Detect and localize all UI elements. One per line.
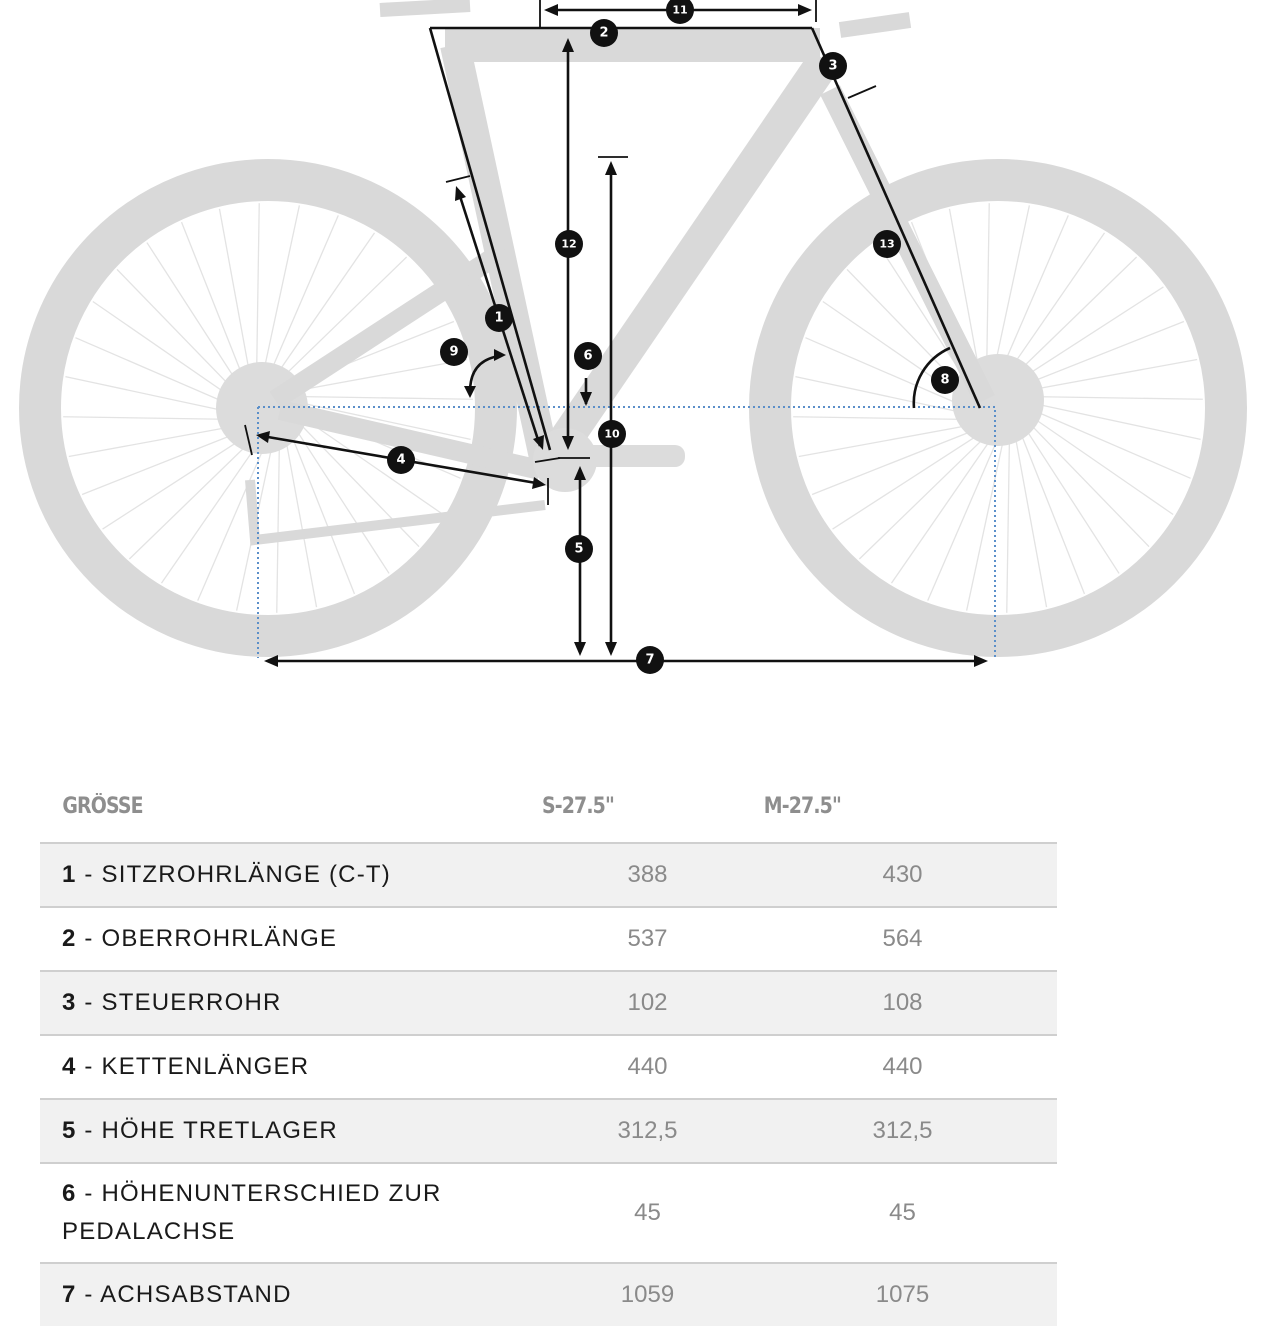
dimension-lines	[245, 0, 982, 661]
callout-13	[873, 230, 901, 258]
table-row	[40, 906, 1057, 970]
callout-3	[819, 52, 847, 80]
callout-8	[931, 366, 959, 394]
spoke	[1007, 436, 1010, 613]
row-label: 3 - STEUERROHR	[62, 989, 282, 1016]
spoke	[262, 205, 299, 378]
callout-7	[636, 646, 664, 674]
row-number: 6	[62, 1180, 77, 1207]
svg-text:8: 8	[940, 372, 950, 388]
value-size-s: 1059	[620, 1281, 675, 1308]
spoke	[268, 215, 338, 378]
row-label: 2 - OBERROHRLÄNGE	[62, 925, 338, 952]
callout-6	[574, 342, 602, 370]
spoke	[992, 205, 1029, 378]
spoke	[998, 215, 1068, 378]
spoke	[833, 433, 982, 529]
spoke	[859, 436, 986, 559]
value-size-m: 312,5	[872, 1117, 933, 1144]
bike-silhouette	[40, 5, 1226, 636]
spoke	[117, 269, 240, 396]
row-label-text: KETTENLÄNGER	[101, 1053, 310, 1080]
row-label-text: STEUERROHR	[101, 989, 282, 1016]
value-size-m: 430	[882, 861, 923, 888]
spoke	[1009, 257, 1136, 380]
spoke	[277, 436, 280, 613]
geometry-table	[40, 770, 1057, 1326]
svg-text:10: 10	[604, 427, 620, 441]
svg-text:13: 13	[879, 237, 895, 251]
callout-10	[598, 420, 626, 448]
svg-text:6: 6	[583, 348, 593, 364]
value-size-s: 440	[627, 1053, 668, 1080]
table-header	[40, 770, 915, 842]
spoke	[75, 338, 238, 408]
spoke	[1026, 397, 1203, 400]
spoke	[257, 203, 260, 380]
table-row	[40, 970, 1057, 1034]
svg-text:7: 7	[645, 652, 655, 668]
header-size: GRÖSSE	[62, 793, 143, 819]
table-row	[40, 1098, 1057, 1162]
value-size-m: 440	[882, 1053, 923, 1080]
row-label: 1 - SITZROHRLÄNGE (C-T)	[62, 861, 391, 888]
spoke	[1023, 425, 1119, 574]
value-size-m: 45	[889, 1199, 916, 1226]
row-label-text: ACHSABSTAND	[100, 1281, 292, 1308]
spoke	[928, 438, 998, 601]
row-number: 2	[62, 925, 77, 952]
svg-text:9: 9	[449, 344, 459, 360]
spoke	[129, 436, 256, 559]
row-number: 1	[62, 861, 77, 888]
value-size-s: 102	[627, 989, 668, 1016]
spoke	[65, 377, 238, 414]
callout-1	[485, 304, 513, 332]
spoke	[987, 203, 990, 380]
spoke	[793, 417, 970, 420]
spoke	[296, 397, 473, 400]
value-size-s: 312,5	[617, 1117, 678, 1144]
value-size-m: 1075	[875, 1281, 930, 1308]
row-label: 5 - HÖHE TRETLAGER	[62, 1117, 338, 1144]
callout-4	[387, 446, 415, 474]
callout-2	[590, 19, 618, 47]
value-size-m: 108	[882, 989, 923, 1016]
spoke	[63, 417, 240, 420]
value-size-m: 564	[882, 925, 923, 952]
svg-text:11: 11	[672, 3, 688, 17]
svg-text:5: 5	[574, 541, 584, 557]
value-size-s: 45	[634, 1199, 661, 1226]
svg-text:3: 3	[828, 58, 838, 74]
row-label-text: SITZROHRLÄNGE (C-T)	[101, 861, 391, 888]
row-label-text: HÖHE TRETLAGER	[101, 1117, 338, 1144]
row-label: 6 - HÖHENUNTERSCHIED ZUR PEDALACHSE	[62, 1180, 442, 1245]
row-label: 4 - KETTENLÄNGER	[62, 1053, 310, 1080]
row-number: 3	[62, 989, 77, 1016]
row-number: 7	[62, 1281, 77, 1308]
spoke	[1026, 419, 1149, 546]
header-size-s: S-27.5"	[541, 793, 614, 819]
spoke	[147, 243, 243, 392]
callout-5	[565, 535, 593, 563]
callout-11	[666, 0, 694, 24]
row-label-text: HÖHENUNTERSCHIED ZUR PEDALACHSE	[62, 1180, 442, 1245]
svg-text:2: 2	[599, 25, 609, 41]
row-number: 4	[62, 1053, 77, 1080]
table-row	[40, 1162, 1057, 1262]
spoke	[967, 437, 1004, 610]
svg-text:1: 1	[494, 310, 504, 326]
row-label: 7 - ACHSABSTAND	[62, 1281, 292, 1308]
table-row	[40, 1034, 1057, 1098]
callout-12	[555, 230, 583, 258]
svg-text:12: 12	[561, 237, 577, 251]
table-row	[40, 842, 1057, 906]
header-size-m: M-27.5"	[763, 793, 841, 819]
spoke	[1027, 402, 1200, 439]
spoke	[1028, 408, 1191, 478]
callout-9	[440, 338, 468, 366]
svg-text:4: 4	[396, 452, 406, 468]
value-size-s: 537	[627, 925, 668, 952]
spoke	[103, 433, 252, 529]
value-size-s: 388	[627, 861, 668, 888]
table-row	[40, 1262, 1057, 1326]
row-label-text: OBERROHRLÄNGE	[101, 925, 338, 952]
row-number: 5	[62, 1117, 77, 1144]
spoke	[1015, 287, 1164, 383]
spoke	[293, 425, 389, 574]
